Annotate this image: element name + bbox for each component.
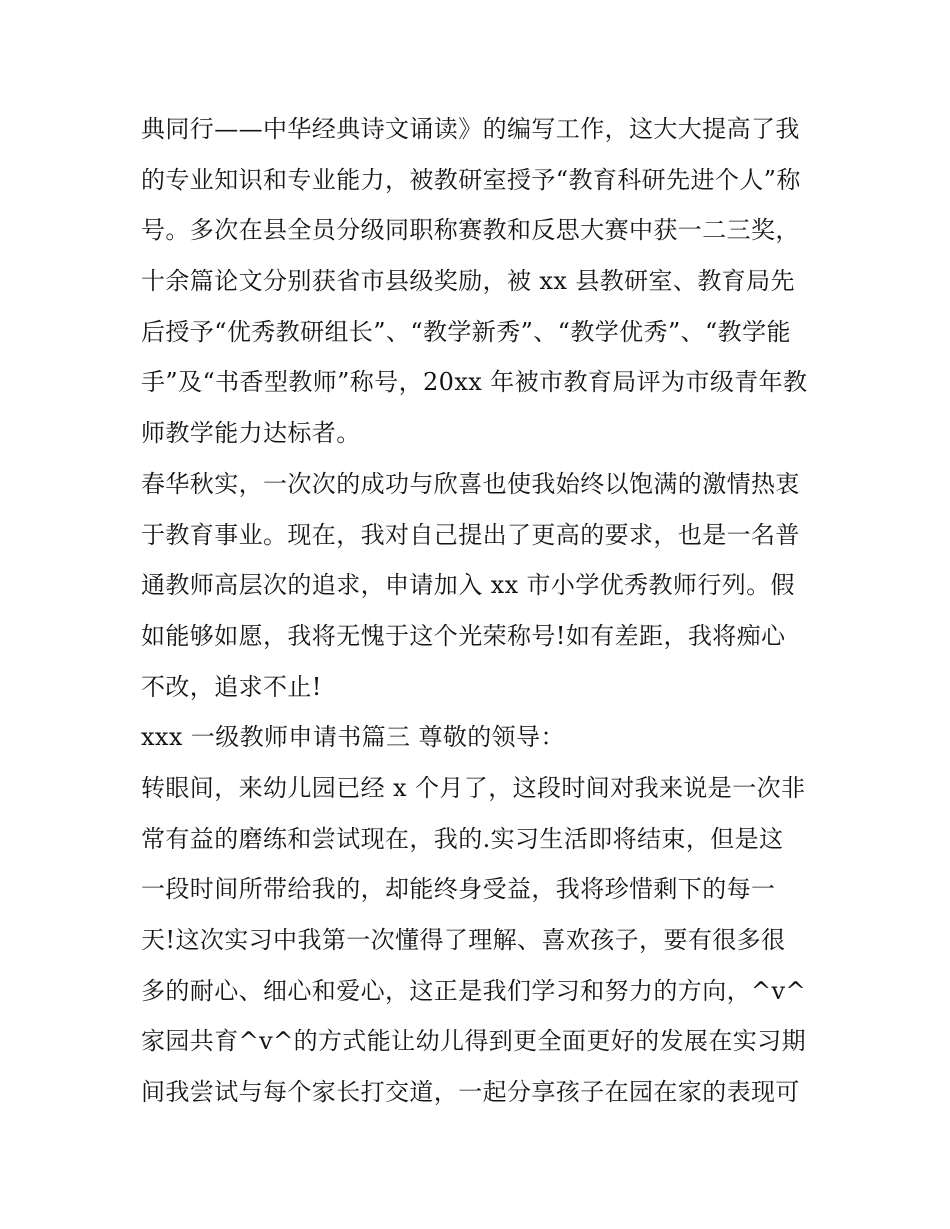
text-line: 天!这次实习中我第一次懂得了理解、喜欢孩子，要有很多很 [141, 926, 786, 954]
text-line: 一段时间所带给我的，却能终身受益，我将珍惜剩下的每一 [141, 875, 776, 904]
section-heading-line: xxx 一级教师申请书篇三 尊敬的领导： [141, 723, 565, 752]
text-line: 如能够如愿，我将无愧于这个光荣称号!如有差距，我将痴心 [141, 621, 786, 650]
text-line: 转眼间，来幼儿园已经 x 个月了，这段时间对我来说是一次非 [141, 773, 806, 802]
text-line: 十余篇论文分别获省市县级奖励，被 xx 县教研室、教育局先 [141, 267, 795, 296]
text-line: 号。多次在县全员分级同职称赛教和反思大赛中获一二三奖， [141, 216, 800, 245]
text-line: 师教学能力达标者。 [141, 419, 361, 448]
text-line: 春华秋实，一次次的成功与欣喜也使我始终以饱满的激情热衷 [141, 469, 800, 498]
text-line: 后授予“优秀教研组长”、“教学新秀”、“教学优秀”、“教学能 [141, 317, 791, 346]
text-line: 间我尝试与每个家长打交道，一起分享孩子在园在家的表现可 [141, 1078, 800, 1107]
text-line: 通教师高层次的追求，申请加入 xx 市小学优秀教师行列。假 [141, 571, 795, 600]
text-line: 的专业知识和专业能力，被教研室授予“教育科研先进个人”称 [141, 165, 801, 194]
text-line: 家园共育^v^的方式能让幼儿得到更全面更好的发展在实习期 [141, 1027, 806, 1056]
text-line: 常有益的磨练和尝试现在，我的.实习生活即将结束，但是这 [141, 824, 784, 853]
text-line: 典同行——中华经典诗文诵读》的编写工作，这大大提高了我 [141, 115, 800, 143]
body-text [141, 104, 821, 1118]
text-line: 于教育事业。现在，我对自己提出了更高的要求，也是一名普 [141, 520, 800, 549]
text-line: 多的耐心、细心和爱心，这正是我们学习和努力的方向，^v^ [141, 976, 806, 1005]
text-line: 不改，追求不止! [141, 672, 322, 701]
text-line: 手”及“书香型教师”称号，20xx 年被市教育局评为市级青年教 [141, 368, 808, 397]
